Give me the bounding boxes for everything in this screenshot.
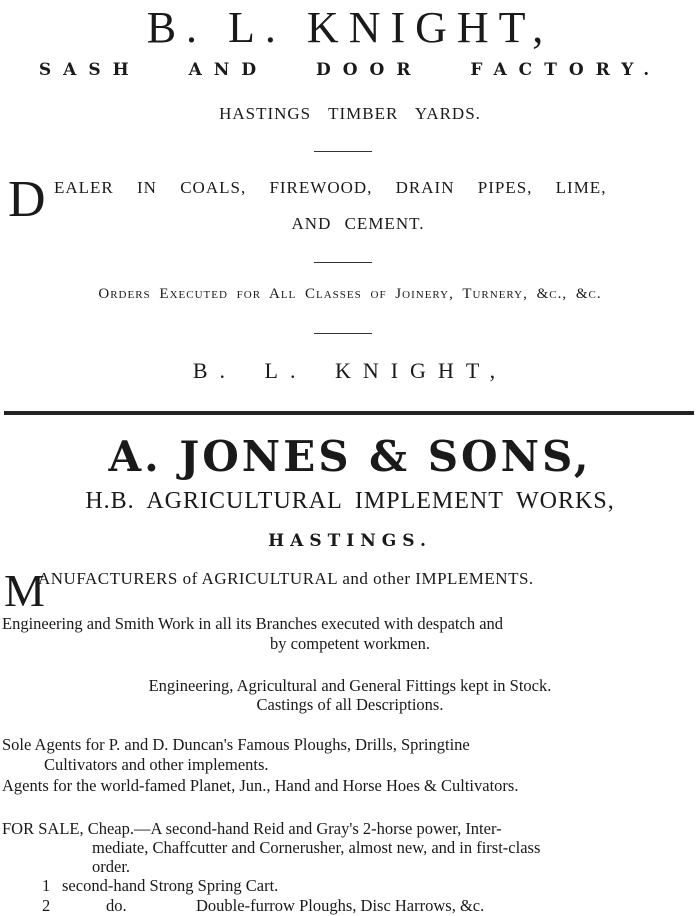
knight-signature: B. L. KNIGHT, [192, 358, 508, 383]
knight-orders-line: Orders Executed for All Classes of Joinery, Turnery, &c., &c. [98, 286, 602, 302]
item-1-text: second-hand Strong Spring Cart. [62, 876, 279, 895]
jones-works-line: H.B. AGRICULTURAL IMPLEMENT WORKS, [85, 488, 615, 514]
sale-line-2: mediate, Chaffcutter and Cornerusher, almost new, and in first-class [92, 838, 541, 857]
agents-line-1: Sole Agents for P. and D. Duncan's Famous Ploughs, Drills, Springtine [2, 735, 470, 754]
drop-cap: M [4, 565, 45, 616]
jones-town: HASTINGS. [268, 531, 432, 551]
knight-title: B. L. KNIGHT, [146, 3, 554, 52]
agents-line-3: Agents for the world-famed Planet, Jun., Hand and Horse Hoes & Cultivators. [2, 776, 519, 795]
fittings-line-2: Castings of all Descriptions. [256, 695, 444, 714]
jones-title: A. JONES & SONS, [108, 432, 592, 481]
sale-line-1: FOR SALE, Cheap.—A second-hand Reid and Gray's 2-horse power, Inter- [2, 819, 502, 838]
divider [314, 262, 372, 263]
drop-cap: D [8, 171, 46, 228]
item-2-number: 2 [42, 896, 51, 915]
dealer-line-1: EALER IN COALS, FIREWOOD, DRAIN PIPES, LIME, [54, 178, 607, 197]
divider [314, 151, 372, 152]
fittings-line-1: Engineering, Agricultural and General Fittings kept in Stock. [148, 676, 552, 695]
engineering-line-2: by competent workmen. [270, 634, 430, 653]
item-2-text: Double-furrow Ploughs, Disc Harrows, &c. [196, 896, 485, 915]
dealer-line-2: AND CEMENT. [291, 214, 425, 233]
knight-business-line: SASH AND DOOR FACTORY. [38, 60, 662, 80]
agents-line-2: Cultivators and other implements. [44, 755, 269, 774]
section-separator [4, 411, 694, 415]
item-2-ditto: do. [106, 896, 127, 915]
sale-line-3: order. [92, 857, 131, 876]
knight-yards-line: HASTINGS TIMBER YARDS. [219, 104, 481, 123]
item-1-number: 1 [42, 876, 51, 895]
jones-manufacturers-block [4, 566, 698, 614]
divider [314, 333, 372, 334]
knight-dealer-block [8, 171, 698, 234]
engineering-line-1: Engineering and Smith Work in all its Branches executed with despatch and [2, 614, 504, 633]
manufacturers-line: ANUFACTURERS of AGRICULTURAL and other IMPLEMENTS. [38, 569, 534, 588]
